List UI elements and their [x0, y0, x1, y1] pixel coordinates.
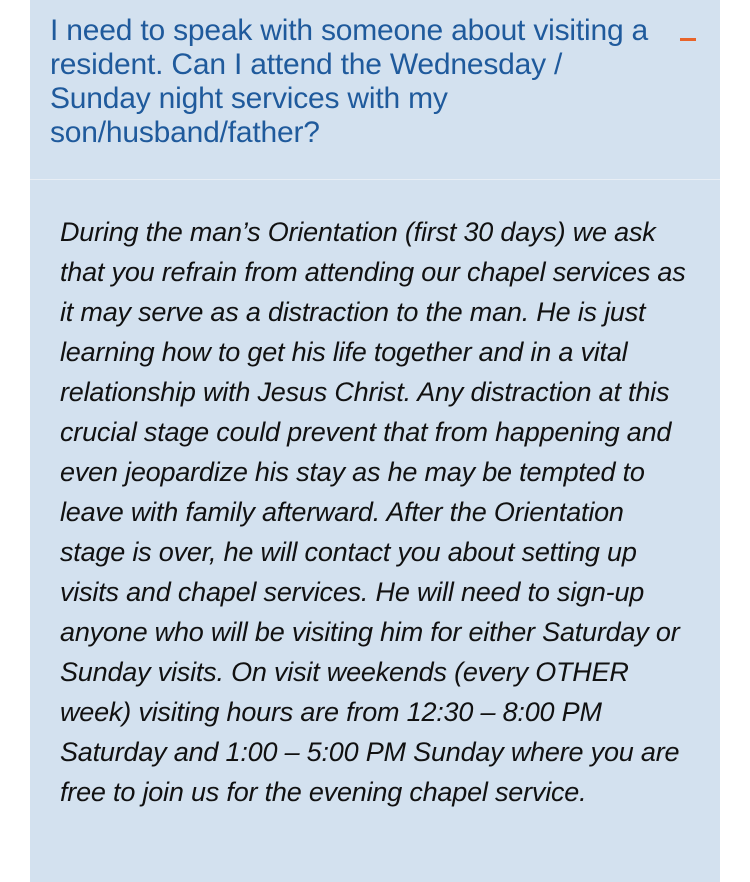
faq-accordion-item: [30, 0, 720, 882]
faq-answer-panel: [30, 180, 720, 812]
faq-question-header[interactable]: [30, 0, 720, 180]
minus-icon[interactable]: [680, 38, 696, 41]
faq-question-text[interactable]: I need to speak with someone about visiting a resident. Can I attend the Wednesday / Sunday night services with my son/husband/father?: [50, 14, 649, 149]
faq-answer-text: During the man’s Orientation (first 30 days) we ask that you refrain from attending our chapel services as it may serve as a distraction to the man. He is just learning how to get his life together and in a vital relationship with Jesus Christ. Any distraction at this crucial stage could prevent that from happening and even jeopardize his stay as he may be tempted to leave with family afterward. After the Orientation stage is over, he will contact you about setting up visits and chapel services. He will need to sign-up anyone who will be visiting him for either Saturday or Sunday visits. On visit weekends (every OTHER week) visiting hours are from 12:30 – 8:00 PM Saturday and 1:00 – 5:00 PM Sunday where you are free to join us for the evening chapel service.: [60, 217, 686, 807]
